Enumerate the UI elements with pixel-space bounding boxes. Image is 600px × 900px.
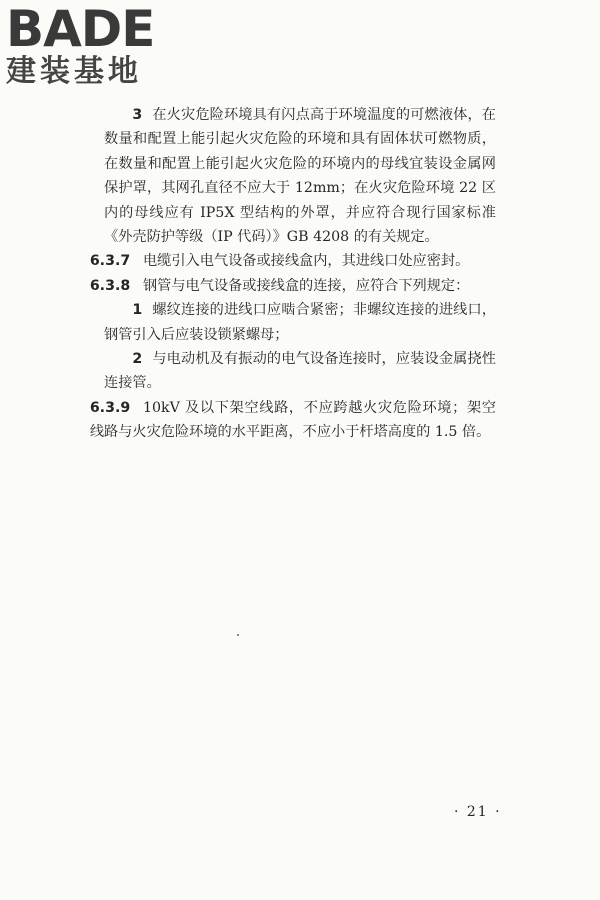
clause-text: 电缆引入电气设备或接线盒内，其进线口处应密封。 bbox=[142, 253, 470, 270]
clause-6-3-7 bbox=[90, 249, 496, 273]
clause-6-3-9 bbox=[90, 396, 496, 445]
bade-logo bbox=[4, 0, 174, 90]
clause-number: 6.3.9 bbox=[89, 399, 131, 416]
document-body bbox=[89, 103, 496, 445]
clause-6-3-8 bbox=[90, 274, 496, 298]
clause-number: 6.3.8 bbox=[89, 277, 131, 294]
clause-number: 6.3.7 bbox=[89, 253, 131, 270]
list-item-2 bbox=[104, 347, 496, 396]
item-text: 螺纹连接的进线口应啮合紧密；非螺纹连接的进线口，钢管引入后应装设锁紧螺母； bbox=[104, 302, 496, 343]
scan-speck bbox=[237, 634, 239, 636]
clause-text: 10kV 及以下架空线路，不应跨越火灾危险环境；架空线路与火灾危险环境的水平距离，不应小于杆塔高度的 1.5 倍。 bbox=[89, 399, 496, 441]
item-text: 与电动机及有振动的电气设备连接时，应装设金属挠性连接管。 bbox=[104, 351, 496, 392]
list-item-3 bbox=[104, 103, 496, 249]
item-number: 1 bbox=[132, 302, 143, 319]
logo-latin-text: BADE bbox=[6, 0, 155, 58]
list-item-1 bbox=[104, 298, 496, 347]
page-number: · 21 · bbox=[454, 804, 502, 820]
item-text: 在火灾危险环境具有闪点高于环境温度的可燃液体，在数量和配置上能引起火灾危险的环境和具有固体状可燃物质，在数量和配置上能引起火灾危险的环境内的母线宜装设金属网保护罩，其网孔直径不应大于 12mm；在火灾危险环境 22 区内的母线应有 IP5X 型结构的外罩，并应符合现行国家标准《外壳防护等级（IP 代码）》GB 4208 的有关规定。 bbox=[104, 107, 496, 246]
clause-text: 钢管与电气设备或接线盒的连接，应符合下列规定： bbox=[142, 277, 470, 294]
item-number: 3 bbox=[132, 107, 143, 123]
logo-chinese-text: 建装基地 bbox=[6, 54, 142, 89]
item-number: 2 bbox=[132, 351, 143, 368]
